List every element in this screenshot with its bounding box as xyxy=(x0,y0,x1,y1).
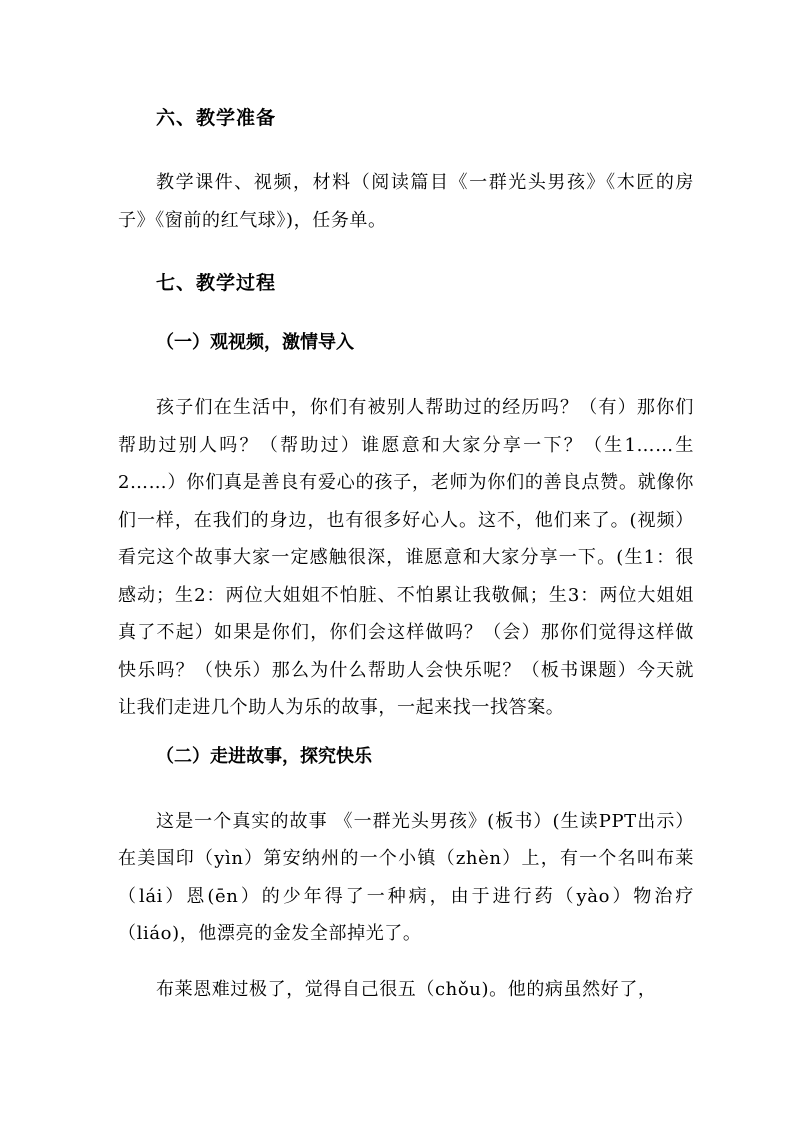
paragraph-teaching-preparation: 教学课件、视频，材料（阅读篇目《一群光头男孩》《木匠的房子》《窗前的红气球》)，任务单。 xyxy=(118,172,694,231)
paragraph-step-two-story: 这是一个真实的故事 《一群光头男孩》(板书）(生读PPT出示）在美国印（yìn）第安纳州的一个小镇（zhèn）上，有一个名叫布莱（lái）恩(ēn）的少年得了一种病，由于进行药（yào）物治疗（liáo)，他漂亮的金发全部掉光了。 xyxy=(118,810,694,944)
subheading-step-two: （二）走进故事，探究快乐 xyxy=(156,745,372,767)
subheading-step-one: （一）观视频，激情导入 xyxy=(156,332,354,353)
paragraph-step-one: 孩子们在生活中，你们有被别人帮助过的经历吗？（有）那你们帮助过别人吗？（帮助过）谁愿意和大家分享一下？（生1……生2……）你们真是善良有爱心的孩子，老师为你们的善良点赞。就像你们一样，在我们的身边，也有很多好心人。这不，他们来了。(视频）看完这个故事大家一定感触很深，谁愿意和大家分享一下。(生1：很感动；生2：两位大姐姐不怕脏、不怕累让我敬佩；生3：两位大姐姐真了不起）如果是你们，你们会这样做吗？（会）那你们觉得这样做快乐吗？（快乐）那么为什么帮助人会快乐呢？（板书课题）今天就让我们走进几个助人为乐的故事，一起来找一找答案。 xyxy=(118,397,694,718)
paragraph-step-two-continued: 布莱恩难过极了，觉得自己很五（chǒu)。他的病虽然好了， xyxy=(156,978,657,1000)
section-heading-teaching-process: 七、教学过程 xyxy=(156,272,277,294)
document-body xyxy=(118,104,694,1008)
section-heading-teaching-preparation: 六、教学准备 xyxy=(156,107,277,129)
